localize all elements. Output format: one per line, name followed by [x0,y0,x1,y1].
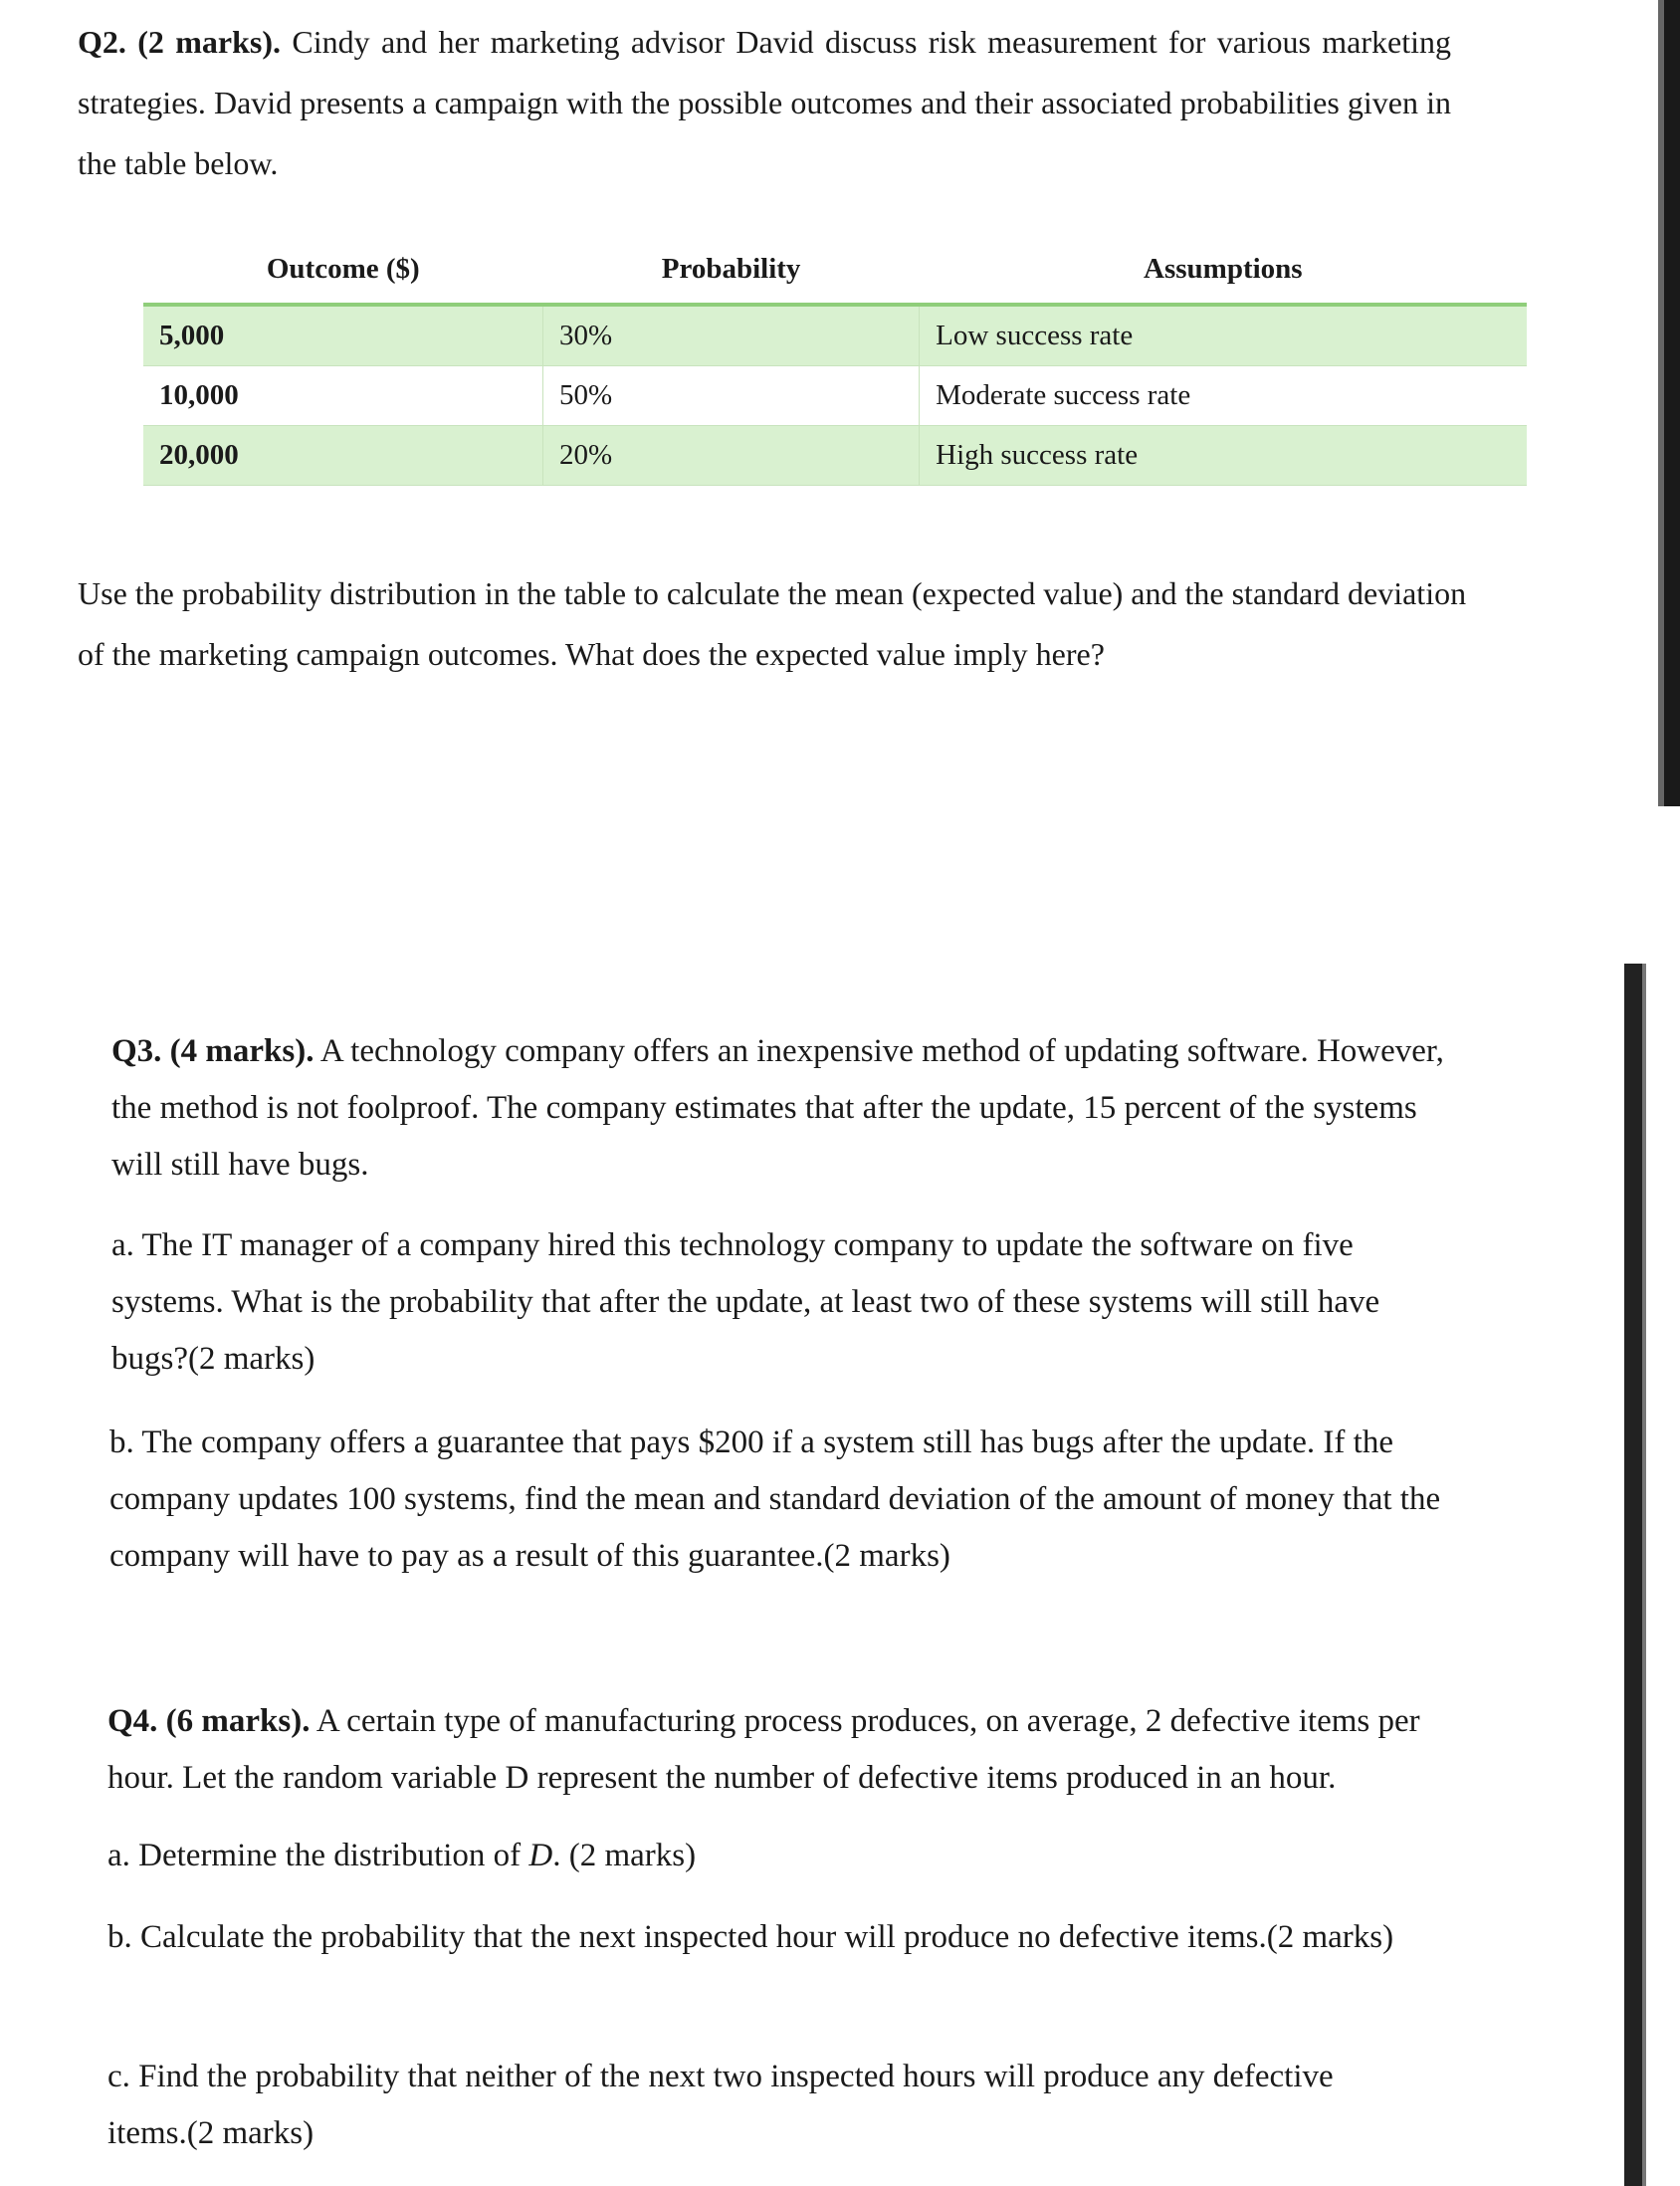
q3-intro [111,1023,1445,1194]
q2-intro [78,12,1451,194]
q4-part-a-post: . (2 marks) [552,1838,697,1873]
cell-probability: 30% [543,305,920,366]
cell-probability: 20% [543,426,920,486]
q4-label: Q4. (6 marks). [107,1703,311,1739]
cell-assumption: Low success rate [920,305,1527,366]
q2-intro-text: Cindy and her marketing advisor David discuss risk measurement for various marketing strategies. David presents a campaign with the possible outcomes and their associated probabilities given in the table below. [78,24,1452,181]
header-probability: Probability [661,252,801,285]
q4-part-a [107,1828,696,1884]
q4-part-a-pre: a. Determine the distribution of [107,1838,529,1873]
outcome-probability-table [143,235,1527,486]
cell-outcome: 20,000 [159,439,239,471]
header-assumptions: Assumptions [1144,252,1303,285]
q2-label: Q2. (2 marks). [78,24,282,60]
cell-outcome: 5,000 [159,320,225,351]
q4-intro-text: A certain type of manufacturing process produces, on average, 2 defective items per hour. Let the random variable D represent the number of defective items produced in an hour. [107,1703,1420,1796]
q4-part-b: b. Calculate the probability that the next inspected hour will produce no defective items.(2 marks) [107,1919,1394,1955]
q4-part-c: c. Find the probability that neither of the next two inspected hours will produce any defective items.(2 marks) [107,2059,1334,2151]
q2-question: Use the probability distribution in the table to calculate the mean (expected value) and the standard deviation of the marketing campaign outcomes. What does the expected value imply here? [78,575,1467,672]
q4-intro [107,1693,1461,1807]
cell-assumption: High success rate [920,426,1527,486]
cell-outcome: 10,000 [159,379,239,411]
q3-part-b: b. The company offers a guarantee that pays $200 if a system still has bugs after the update. If the company updates 100 systems, find the mean and standard deviation of the amount of money that the company will have to pay as a result of this guarantee.(2 marks) [109,1424,1441,1574]
cell-probability: 50% [543,366,920,426]
table-header-row [143,235,1527,305]
q4-part-a-var: D [528,1838,553,1873]
q3-label: Q3. (4 marks). [111,1033,315,1069]
q3-part-a: a. The IT manager of a company hired this technology company to update the software on five systems. What is the probability that after the update, at least two of these systems will still have bugs?(2 marks) [111,1227,1380,1377]
table-row [143,426,1527,486]
cell-assumption: Moderate success rate [920,366,1527,426]
scrollbar-top[interactable] [1658,0,1680,806]
q3-intro-text: A technology company offers an inexpensive method of updating software. However, the method is not foolproof. The company estimates that after the update, 15 percent of the systems will still have bugs. [111,1033,1444,1183]
scrollbar-bottom[interactable] [1624,964,1650,2186]
table-row [143,305,1527,366]
header-outcome: Outcome ($) [266,252,420,285]
table-row [143,366,1527,426]
